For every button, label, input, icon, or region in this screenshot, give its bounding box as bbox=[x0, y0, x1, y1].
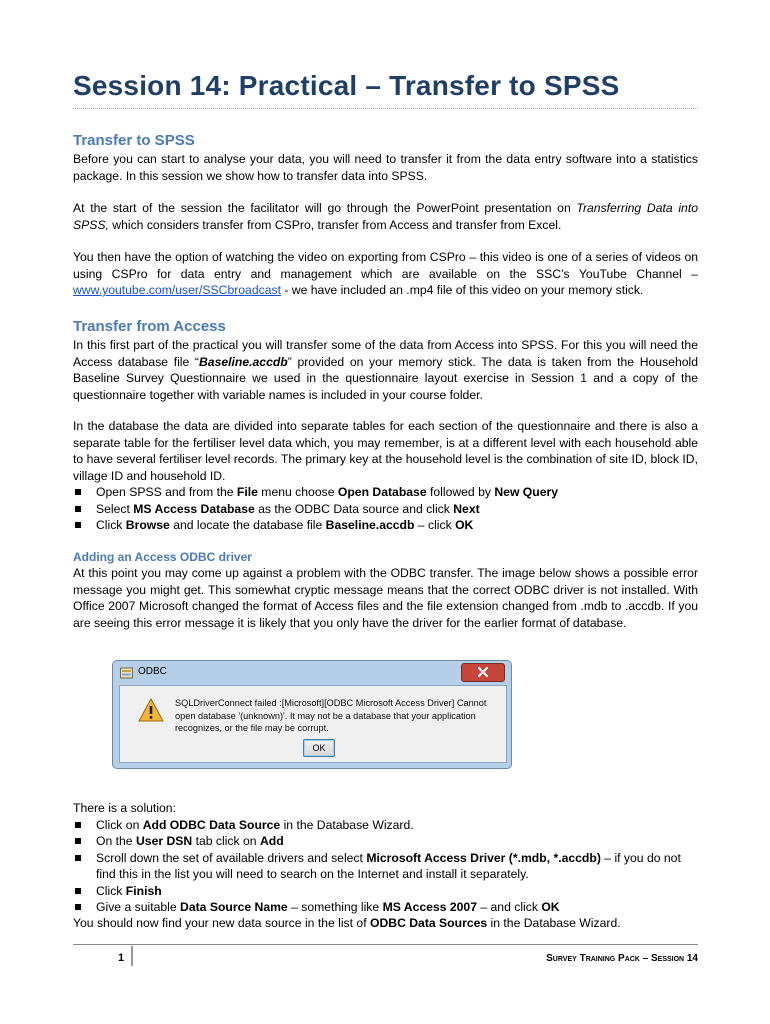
ok-button[interactable]: OK bbox=[303, 739, 335, 757]
paragraph-video bbox=[73, 249, 698, 299]
solution-steps-list bbox=[73, 800, 698, 916]
list-item: Scroll down the set of available drivers and select Microsoft Access Driver (*.mdb, *.accdb) – if you do not find this in the list you will need to search on the Internet and install it separately. bbox=[73, 850, 698, 883]
heading-odbc-driver: Adding an Access ODBC driver bbox=[73, 550, 252, 564]
heading-transfer-from-access: Transfer from Access bbox=[73, 318, 226, 335]
odbc-app-icon bbox=[120, 667, 133, 679]
paragraph-closing: You should now find your new data source in the list of ODBC Data Sources in the Database Wizard. bbox=[73, 916, 621, 930]
italic-run: Transferring Data into SPSS, bbox=[73, 201, 698, 232]
paragraph-facilitator bbox=[73, 200, 698, 233]
close-icon bbox=[477, 667, 489, 677]
list-item: Open SPSS and from the File menu choose Open Database followed by New Query bbox=[73, 484, 698, 501]
list-item: Give a suitable Data Source Name – something like MS Access 2007 – and click OK bbox=[73, 899, 698, 916]
file-name: Baseline.accdb bbox=[199, 354, 288, 369]
dialog-title: ODBC bbox=[138, 666, 167, 677]
text-run: In this first part of the practical you will transfer some of the data from Access into SPSS. For this you will need the Access database file “ bbox=[73, 338, 698, 369]
dialog-body bbox=[119, 685, 507, 763]
title-divider bbox=[73, 108, 698, 109]
page-title: Session 14: Practical – Transfer to SPSS bbox=[73, 70, 620, 101]
paragraph-access-intro bbox=[73, 337, 698, 403]
list-item: Click on Add ODBC Data Source in the Database Wizard. bbox=[73, 817, 698, 834]
footer-title: Survey Training Pack – Session 14 bbox=[546, 953, 698, 964]
dialog-message: SQLDriverConnect failed :[Microsoft][ODBC Microsoft Access Driver] Cannot open database '(unknown)'. It may not be a database that your application recognizes, or the file may be corrupt. bbox=[175, 698, 487, 733]
footer-divider bbox=[73, 944, 698, 945]
paragraph-intro: Before you can start to analyse your data, you will need to transfer it from the data entry software into a statistics package. In this session we show how to transfer data into SPSS. bbox=[73, 152, 698, 183]
text-run: At the start of the session the facilitator will go through the PowerPoint presentation on bbox=[73, 201, 577, 215]
list-item: On the User DSN tab click on Add bbox=[73, 833, 698, 850]
list-item: Select MS Access Database as the ODBC Data source and click Next bbox=[73, 501, 698, 518]
odbc-error-dialog bbox=[112, 660, 512, 769]
text-run: You then have the option of watching the video on exporting from CSPro – this video is one of a series of videos on using CSPro for data entry and management which are available on the SSC’s YouTube Channel – bbox=[73, 250, 698, 281]
warning-icon bbox=[138, 698, 164, 722]
text-run: which considers transfer from CSPro, transfer from Access and transfer from Excel. bbox=[108, 217, 562, 232]
dialog-titlebar[interactable] bbox=[113, 661, 511, 685]
heading-transfer-to-spss: Transfer to SPSS bbox=[73, 132, 195, 149]
text-run: - we have included an .mp4 file of this video on your memory stick. bbox=[280, 283, 644, 297]
paragraph-odbc: At this point you may come up against a problem with the ODBC transfer. The image below shows a possible error message you might get. This somewhat cryptic message means that the correct ODBC driver is not installed. With Office 2007 Microsoft changed the format of Access files and the file extension changed from .mdb to .accdb. If you are seeing this error message it is likely that you only have the driver for the earlier format of database. bbox=[73, 566, 698, 630]
text-run: ” provided on your memory stick. The data is taken from the Household Baseline Survey Questionnaire we used in the questionnaire layout exercise in Session 1 and a copy of the questionnaire together with variable names is included in your course folder. bbox=[73, 354, 698, 402]
paragraph-database: In the database the data are divided into separate tables for each section of the questionnaire and there is also a separate table for the fertiliser level data which, you may remember, is at a different level with each household able to have several fertiliser level records. The primary key at the household level is the combination of site ID, block ID, village ID and household ID. bbox=[73, 419, 698, 483]
list-item: Click Finish bbox=[73, 883, 698, 900]
access-steps-list bbox=[73, 484, 698, 534]
solution-intro: There is a solution: bbox=[73, 801, 176, 815]
youtube-link[interactable]: www.youtube.com/user/SSCbroadcast bbox=[73, 283, 281, 297]
page-number: 1 bbox=[118, 952, 125, 964]
list-item: Click Browse and locate the database file Baseline.accdb – click OK bbox=[73, 517, 698, 534]
page-number-separator bbox=[131, 946, 133, 966]
dialog-close-button[interactable] bbox=[461, 663, 505, 682]
